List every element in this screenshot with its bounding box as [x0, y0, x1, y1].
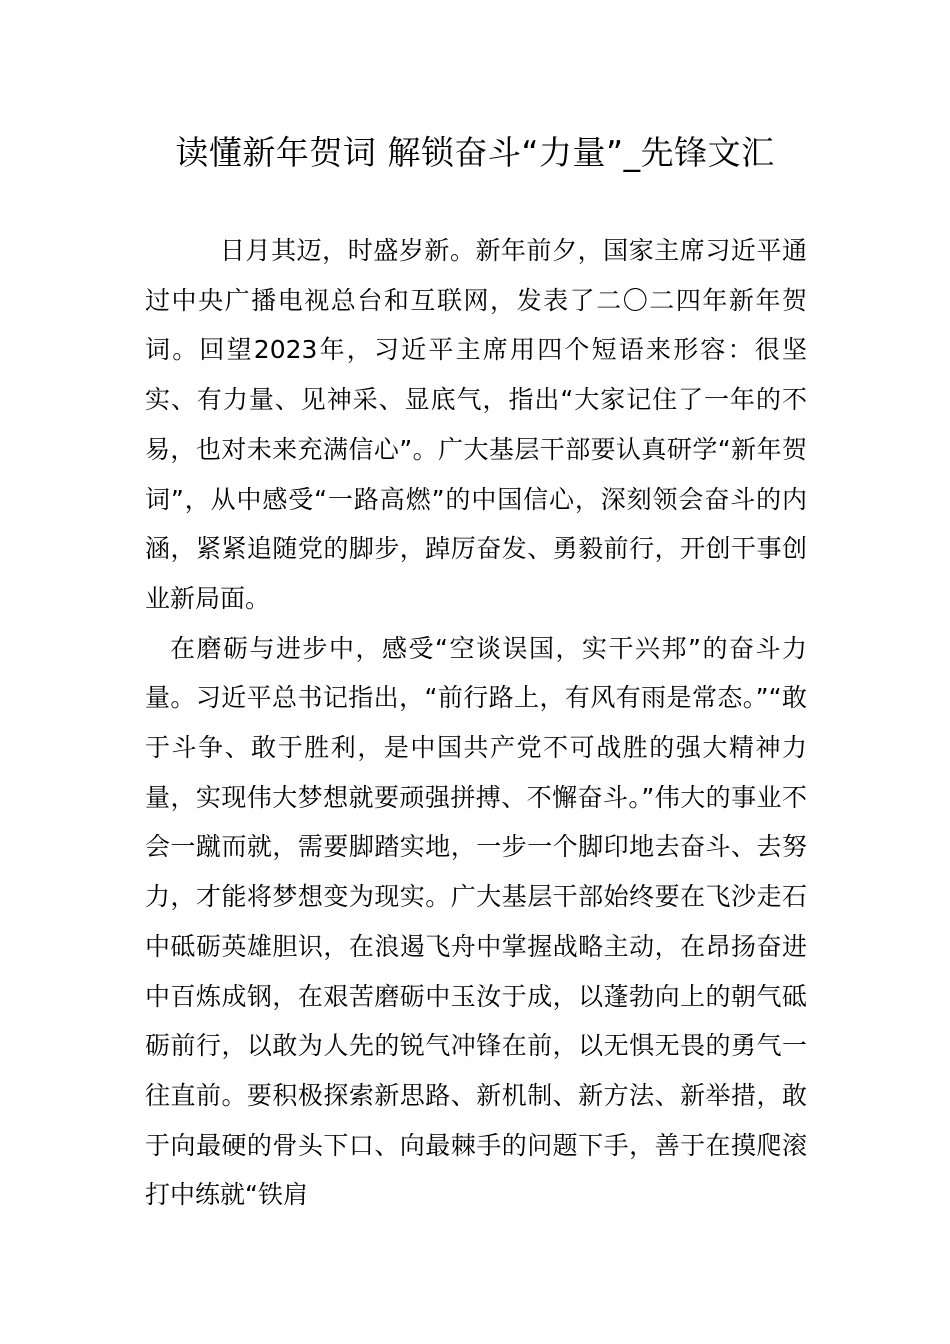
document-body — [145, 226, 807, 1220]
document-title: 读懂新年贺词 解锁奋斗“力量”_先锋文汇 — [175, 133, 775, 172]
paragraph-1: 日月其迈，时盛岁新。新年前夕，国家主席习近平通过中央广播电视总台和互联网，发表了二〇二四年新年贺词。回望2023年，习近平主席用四个短语来形容：很坚实、有力量、见神采、显底气，指出“大家记住了一年的不易，也对未来充满信心”。广大基层干部要认真研学“新年贺词”，从中感受“一路高燃”的中国信心，深刻领会奋斗的内涵，紧紧追随党的脚步，踔厉奋发、勇毅前行，开创干事创业新局面。 — [145, 236, 807, 613]
paragraph-2: 在磨砺与进步中，感受“空谈误国，实干兴邦”的奋斗力量。习近平总书记指出，“前行路上，有风有雨是常态。”“敢于斗争、敢于胜利，是中国共产党不可战胜的强大精神力量，实现伟大梦想就要顽强拼搏、不懈奋斗。”伟大的事业不会一蹴而就，需要脚踏实地，一步一个脚印地去奋斗、去努力，才能将梦想变为现实。广大基层干部始终要在飞沙走石中砥砺英雄胆识，在浪遏飞舟中掌握战略主动，在昂扬奋进中百炼成钢，在艰苦磨砺中玉汝于成，以蓬勃向上的朝气砥砺前行，以敢为人先的锐气冲锋在前，以无惧无畏的勇气一往直前。要积极探索新思路、新机制、新方法、新举措，敢于向最硬的骨头下口、向最棘手的问题下手，善于在摸爬滚打中练就“铁肩 — [145, 633, 807, 1210]
